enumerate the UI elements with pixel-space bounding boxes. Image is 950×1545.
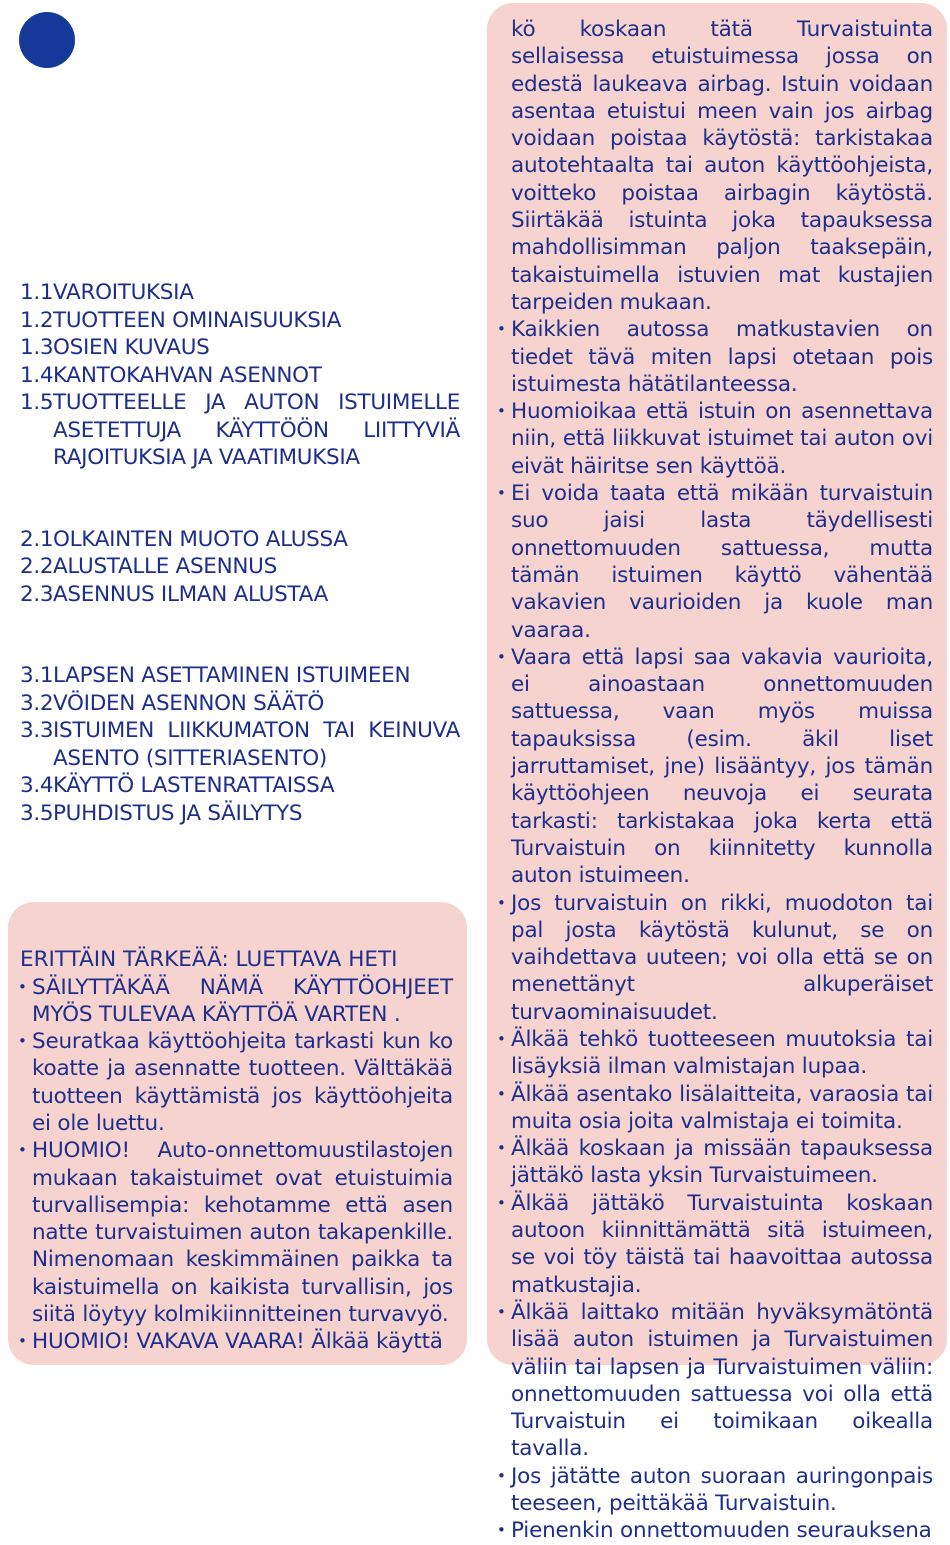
toc-entry [20, 526, 460, 554]
warning-bullet: • Älkää jättäkö Turvaistuinta koskaan autoon kiinnittämättä sitä istuimeen, se voi töy täistä tai haavoittaa autossa matkustajia. [499, 1190, 933, 1299]
toc-entry-title: ALUSTALLE ASENNUS [53, 554, 277, 579]
toc-entry-number: 3.4 [20, 773, 54, 798]
warning-bullet: • Jos turvaistuin on rikki, muodoton tai pal josta käytöstä kulunut, se on vaihdettava uuteen; voi olla että se on menettänyt alkuperäiset turvaominaisuudet. [499, 890, 933, 1026]
toc-entry-number: 2.2 [20, 554, 54, 579]
toc-entry [20, 362, 460, 390]
warning-bullet: • Älkää tehkö tuotteeseen muutoksia tai lisäyksiä ilman valmistajan lupaa. [499, 1026, 933, 1081]
toc-entry-number: 1.3 [20, 335, 54, 360]
toc-entry-title: PUHDISTUS JA SÄILYTYS [53, 800, 303, 826]
warning-bullet: • Kaikkien autossa matkustavien on tiedet tävä miten lapsi otetaan pois istuimesta hätätilanteessa. [499, 316, 933, 398]
warning-bullet: • Älkää laittako mitään hyväksymätöntä lisää auton istuimen ja Turvaistuimen väliin tai lapsen ja Turvaistuimen väliin: onnettomuuden sattuessa voi olla että Turvaistuin ei toimikaan oikealla tavalla. [499, 1299, 933, 1463]
toc-entry-number: 2.3 [20, 581, 54, 607]
toc-entry-title: KANTOKAHVAN ASENNOT [53, 362, 322, 388]
toc-entry-title: OSIEN KUVAUS [53, 335, 210, 360]
toc-entry-number: 3.5 [20, 800, 54, 826]
toc-entry [20, 389, 460, 472]
toc-section-1 [20, 279, 460, 472]
toc-entry [20, 553, 460, 581]
page-marker-dot [19, 12, 75, 68]
toc-entry [20, 662, 460, 690]
toc-entry-number: 1.1 [20, 280, 54, 305]
toc-entry-title: VÖIDEN ASENNON SÄÄTÖ [53, 690, 325, 716]
toc-section-2 [20, 526, 460, 609]
toc-entry-number: 1.2 [20, 307, 54, 333]
warning-bullet: • HUOMIO! Auto-onnettomuustilastojen mukaan takaistuimet ovat etuistuimia turvallisempia: kehotamme että asen natte turvaistuimen auton takapenkille. Nimenomaan keskimmäinen paikka ta kaistuimella on kaikista turvallisin, jos siitä löytyy kolmikiinnitteinen turvavyö. [20, 1137, 453, 1328]
toc-entry-number: 1.4 [20, 362, 54, 388]
toc-entry [20, 690, 460, 718]
warning-box [8, 902, 467, 1365]
warning-heading: ERITTÄIN TÄRKEÄÄ: LUETTAVA HETI [20, 947, 398, 972]
toc-entry [20, 717, 460, 772]
warning-bullet: • SÄILYTTÄKÄÄ NÄMÄ KÄYTTÖOHJEET MYÖS TULEVAA KÄYTTÖÄ VARTEN . [20, 974, 453, 1029]
toc-entry-title: TUOTTEELLE JA AUTON ISTUIMELLE ASETETTUJA KÄYTTÖÖN LIITTYVIÄ RAJOITUKSIA JA VAATIMUKSIA [53, 390, 460, 470]
toc-entry-title: LAPSEN ASETTAMINEN ISTUIMEEN [53, 663, 411, 688]
toc-entry [20, 581, 460, 609]
toc-entry-number: 3.1 [20, 663, 54, 688]
warning-bullet: • Seuratkaa käyttöohjeita tarkasti kun ko koatte ja asennatte tuotteen. Välttäkää tuotteen käyttämistä jos käyttöohjeita ei ole luettu. [20, 1028, 453, 1137]
toc-entry-title: VAROITUKSIA [53, 280, 194, 305]
warning-bullet: • Huomioikaa että istuin on asennettava niin, että liikkuvat istuimet tai auton ovi eivät häiritse sen käyttöä. [499, 398, 933, 480]
warning-bullet: • Älkää asentako lisälaitteita, varaosia tai muita osia joita valmistaja ei toimita. [499, 1081, 933, 1136]
toc-entry-title: ISTUIMEN LIIKKUMATON TAI KEINUVA ASENTO (SITTERIASENTO) [53, 718, 460, 771]
toc-entry-title: OLKAINTEN MUOTO ALUSSA [53, 526, 348, 552]
toc-entry-title: ASENNUS ILMAN ALUSTAA [53, 581, 328, 607]
toc-entry [20, 279, 460, 307]
warning-bullet: • Pienenkin onnettomuuden seurauksena [499, 1517, 933, 1544]
toc-entry-number: 3.3 [20, 718, 54, 743]
toc-entry-number: 2.1 [20, 526, 54, 552]
warning-bullet: • Älkää koskaan ja missään tapauksessa jättäkö lasta yksin Turvaistuimeen. [499, 1135, 933, 1190]
toc-entry [20, 772, 460, 800]
toc-entry [20, 307, 460, 335]
toc-entry [20, 800, 460, 828]
continued-paragraph: kö koskaan tätä Turvaistuinta sellaisessa etuistuimessa jossa on edestä laukeava airbag. Istuin voidaan asentaa etuistui meen vain jos airbag voidaan poistaa käytöstä: tarkistakaa autotehtaalta tai auton käyttöohjeista, voitteko poistaa airbagin käytöstä. Siirtäkää istuinta joka tapauksessa mahdollisimman paljon taaksepäin, takaistuimella istuvien mat kustajien tarpeiden mukaan. [511, 17, 933, 315]
warning-bullet: • Ei voida taata että mikään turvaistuin suo jaisi lasta täydellisesti onnettomuuden sattuessa, mutta tämän istuimen käyttö vähentää vakavien vaurioiden ja kuole man vaaraa. [499, 480, 933, 644]
toc-entry-title: TUOTTEEN OMINAISUUKSIA [53, 307, 342, 333]
toc-entry [20, 334, 460, 362]
table-of-contents [20, 279, 460, 881]
warning-list [20, 974, 453, 1356]
warning-box-continued [487, 3, 947, 1544]
warning-bullet: • Vaara että lapsi saa vakavia vaurioita, ei ainoastaan onnettomuuden sattuessa, vaan myös muissa tapauksissa (esim. äkil liset jarruttamiset, jne) lisääntyy, jos tämän käyttöohjeen neuvoja ei seurata tarkasti: tarkistakaa joka kerta että Turvaistuin on kiinnitetty kunnolla auton istuimeen. [499, 644, 933, 890]
toc-entry-number: 1.5 [20, 390, 54, 415]
warning-list-continued [499, 316, 933, 1544]
toc-entry-number: 3.2 [20, 690, 54, 716]
toc-entry-title: KÄYTTÖ LASTENRATTAISSA [53, 773, 335, 798]
warning-bullet: • Jos jätätte auton suoraan auringonpais teeseen, peittäkää Turvaistuin. [499, 1463, 933, 1518]
toc-section-3 [20, 662, 460, 827]
warning-bullet: • HUOMIO! VAKAVA VAARA! Älkää käyttä [20, 1328, 453, 1355]
